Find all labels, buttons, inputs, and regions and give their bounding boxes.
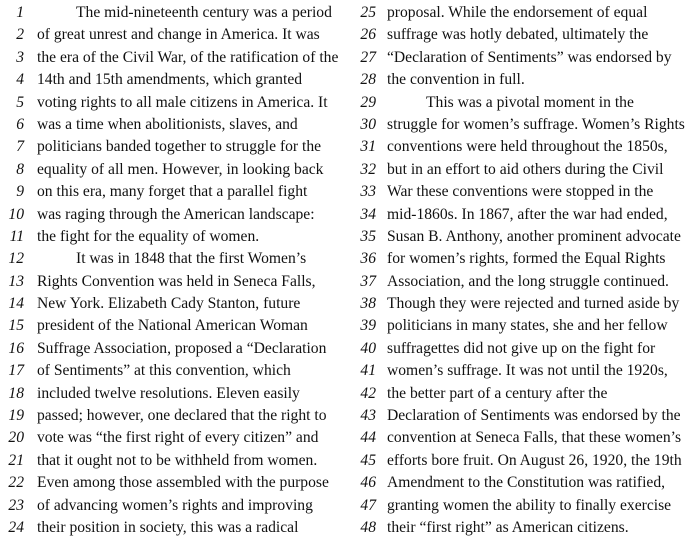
line-number: 45: [360, 451, 376, 469]
text-line: [0, 472, 352, 494]
line-text: president of the National American Woman: [37, 317, 308, 335]
line-text: their “first right” as American citizens.: [387, 518, 629, 536]
line-number: 12: [8, 250, 24, 268]
line-number: 37: [360, 272, 376, 290]
text-line: [0, 405, 352, 427]
line-number: 41: [360, 362, 376, 380]
line-number: 42: [360, 384, 376, 402]
line-text: Association, and the long struggle continued.: [387, 272, 669, 290]
line-text: Declaration of Sentiments was endorsed by the: [387, 407, 681, 425]
line-number: 32: [360, 160, 376, 178]
line-number: 44: [360, 429, 376, 447]
line-text: of Sentiments” at this convention, which: [37, 362, 291, 380]
line-number: 24: [8, 518, 24, 536]
line-number: 20: [8, 429, 24, 447]
line-text: politicians in many states, she and her fellow: [387, 317, 668, 335]
line-text: conventions were held throughout the 1850s,: [387, 138, 668, 156]
line-text: The mid-nineteenth century was a period: [76, 4, 332, 21]
text-line: [0, 204, 352, 226]
text-line: [352, 181, 700, 203]
line-number: 36: [360, 250, 376, 268]
text-line: [0, 181, 352, 203]
text-line: [352, 114, 700, 136]
text-line: [352, 450, 700, 472]
line-text: mid-1860s. In 1867, after the war had ended,: [387, 205, 668, 223]
text-line: [0, 159, 352, 181]
line-text: of advancing women’s rights and improving: [37, 496, 313, 514]
line-number: 30: [360, 115, 376, 133]
line-text: passed; however, one declared that the right to: [37, 407, 327, 425]
line-text: Amendment to the Constitution was ratified,: [387, 474, 666, 492]
line-text: was raging through the American landscape:: [37, 205, 315, 223]
line-number: 23: [8, 496, 24, 514]
line-text: suffragettes did not give up on the fight for: [387, 339, 656, 357]
line-number: 25: [360, 4, 376, 21]
line-number: 46: [360, 474, 376, 492]
line-text: women’s suffrage. It was not until the 1920s,: [387, 362, 668, 380]
text-line: [0, 2, 352, 24]
line-number: 47: [360, 496, 376, 514]
line-number: 7: [16, 138, 24, 156]
line-number: 33: [360, 183, 376, 201]
text-line: [0, 271, 352, 293]
text-line: [0, 69, 352, 91]
line-text: proposal. While the endorsement of equal: [387, 4, 648, 21]
line-number: 19: [8, 407, 24, 425]
line-number: 26: [360, 26, 376, 44]
line-text: Susan B. Anthony, another prominent advocate: [387, 227, 681, 245]
text-line: [0, 248, 352, 270]
line-number: 35: [360, 227, 376, 245]
text-line: [0, 360, 352, 382]
line-number: 14: [8, 295, 24, 313]
text-line: [352, 495, 700, 517]
line-text: Rights Convention was held in Seneca Falls,: [37, 272, 316, 290]
line-number: 3: [16, 48, 24, 66]
line-number: 13: [8, 272, 24, 290]
text-line: [0, 383, 352, 405]
text-line: [0, 24, 352, 46]
text-line: [352, 360, 700, 382]
text-line: [352, 427, 700, 449]
line-text: vote was “the first right of every citizen” and: [37, 429, 319, 447]
text-line: [352, 293, 700, 315]
text-line: [0, 338, 352, 360]
line-text: struggle for women’s suffrage. Women’s Rights: [387, 115, 685, 133]
line-text: Suffrage Association, proposed a “Declaration: [37, 339, 327, 357]
line-text: the better part of a century after the: [387, 384, 608, 402]
line-number: 15: [8, 317, 24, 335]
text-line: [352, 204, 700, 226]
line-text: but in an effort to aid others during the Civil: [387, 160, 664, 178]
text-line: [352, 315, 700, 337]
text-line: [352, 92, 700, 114]
text-line: [0, 315, 352, 337]
line-text: War these conventions were stopped in the: [387, 183, 654, 201]
line-number: 1: [16, 4, 24, 21]
text-line: [352, 136, 700, 158]
line-text: This was a pivotal moment in the: [426, 93, 634, 111]
line-text: the era of the Civil War, of the ratification of the: [37, 48, 339, 66]
line-text: voting rights to all male citizens in America. It: [37, 93, 328, 111]
line-text: 14th and 15th amendments, which granted: [37, 71, 303, 89]
text-line: [0, 450, 352, 472]
text-line: [0, 92, 352, 114]
text-line: [352, 47, 700, 69]
text-line: [0, 517, 352, 539]
line-text: for women’s rights, formed the Equal Rights: [387, 250, 666, 268]
text-line: [0, 293, 352, 315]
line-number: 2: [16, 26, 24, 44]
text-line: [0, 136, 352, 158]
line-number: 6: [16, 115, 24, 133]
line-text: included twelve resolutions. Eleven easily: [37, 384, 300, 402]
line-text: efforts bore fruit. On August 26, 1920, the 19th: [387, 451, 682, 469]
line-text: Though they were rejected and turned aside by: [387, 295, 680, 313]
line-number: 11: [9, 227, 24, 245]
line-number: 4: [16, 71, 24, 89]
line-text: suffrage was hotly debated, ultimately the: [387, 26, 649, 44]
text-line: [352, 2, 700, 24]
text-line: [0, 114, 352, 136]
line-text: New York. Elizabeth Cady Stanton, future: [37, 295, 301, 313]
line-number: 29: [360, 93, 376, 111]
line-number: 5: [16, 93, 24, 111]
line-number: 34: [360, 205, 376, 223]
line-text: politicians banded together to struggle for the: [37, 138, 322, 156]
text-line: [352, 24, 700, 46]
text-line: [352, 226, 700, 248]
line-text: equality of all men. However, in looking back: [37, 160, 324, 178]
line-text: on this era, many forget that a parallel fight: [37, 183, 308, 201]
line-text: was a time when abolitionists, slaves, and: [37, 115, 298, 133]
line-number: 9: [16, 183, 24, 201]
text-line: [352, 405, 700, 427]
line-text: granting women the ability to finally exercise: [387, 496, 672, 514]
line-number: 22: [8, 474, 24, 492]
line-number: 18: [8, 384, 24, 402]
line-number: 21: [8, 451, 24, 469]
line-text: the fight for the equality of women.: [37, 227, 260, 245]
text-line: [0, 47, 352, 69]
line-number: 31: [360, 138, 376, 156]
line-text: that it ought not to be withheld from women.: [37, 451, 318, 469]
line-number: 28: [360, 71, 376, 89]
text-line: [352, 69, 700, 91]
line-text: Even among those assembled with the purpose: [37, 474, 329, 492]
text-line: [0, 495, 352, 517]
line-number: 10: [8, 205, 24, 223]
line-number: 17: [8, 362, 24, 380]
line-text: of great unrest and change in America. It was: [37, 26, 320, 44]
line-number: 27: [360, 48, 376, 66]
text-line: [352, 517, 700, 539]
line-text: the convention in full.: [387, 71, 525, 89]
line-text: It was in 1848 that the first Women’s: [76, 250, 307, 268]
line-number: 48: [360, 518, 376, 536]
left-column: [0, 2, 352, 539]
text-line: [352, 159, 700, 181]
line-number: 43: [360, 407, 376, 425]
text-line: [352, 338, 700, 360]
line-number: 38: [360, 295, 376, 313]
text-line: [352, 248, 700, 270]
text-line: [352, 383, 700, 405]
line-text: “Declaration of Sentiments” was endorsed by: [387, 48, 672, 66]
line-number: 39: [360, 317, 376, 335]
right-column: [352, 2, 700, 539]
text-line: [0, 226, 352, 248]
line-number: 16: [8, 339, 24, 357]
line-text: convention at Seneca Falls, that these women’s: [387, 429, 682, 447]
line-number: 40: [360, 339, 376, 357]
text-line: [0, 427, 352, 449]
text-line: [352, 271, 700, 293]
text-line: [352, 472, 700, 494]
line-number: 8: [16, 160, 24, 178]
line-text: their position in society, this was a radical: [37, 518, 299, 536]
